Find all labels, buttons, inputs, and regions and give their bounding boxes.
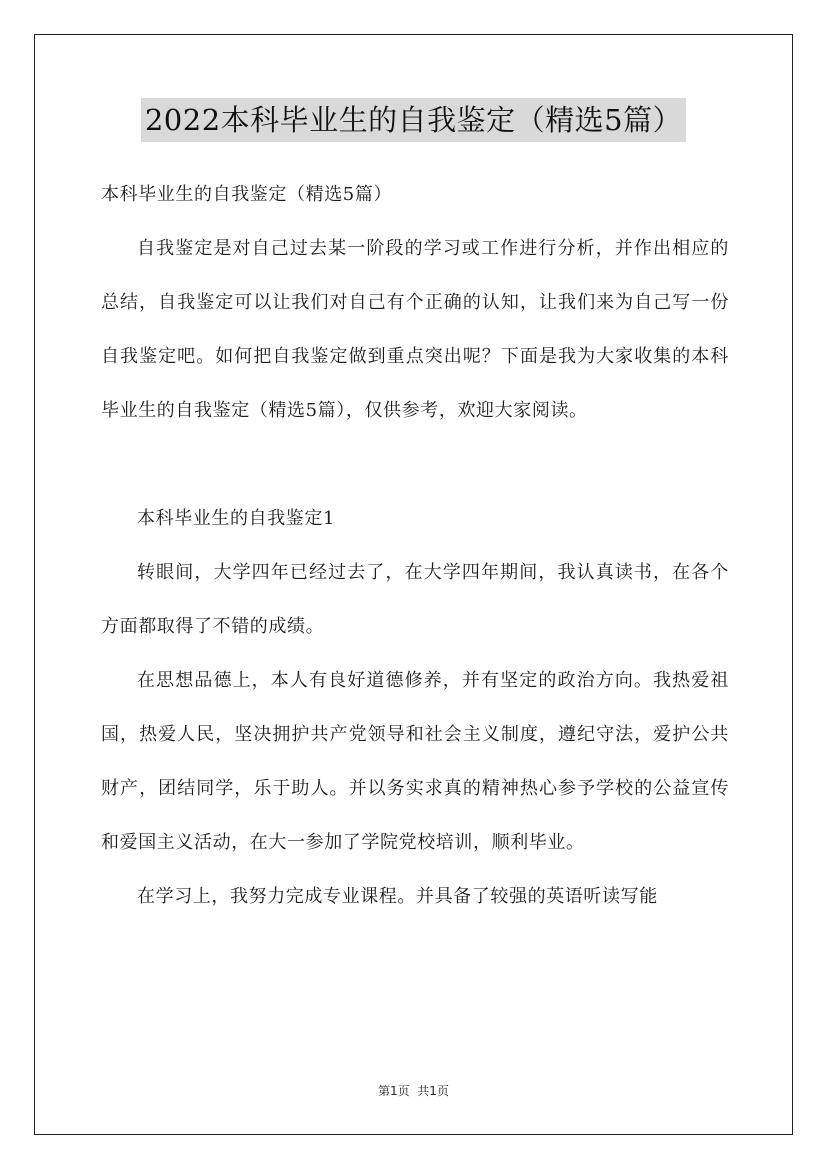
blank-line — [101, 438, 729, 492]
page-footer — [0, 1082, 827, 1099]
page-number: 第1页 共1页 — [378, 1084, 449, 1098]
intro-paragraph: 自我鉴定是对自己过去某一阶段的学习或工作进行分析，并作出相应的总结，自我鉴定可以让我们对自己有个正确的认知，让我们来为自己写一份自我鉴定吧。如何把自我鉴定做到重点突出呢？下面是我为大家收集的本科毕业生的自我鉴定（精选5篇），仅供参考，欢迎大家阅读。 — [101, 238, 729, 421]
document-body — [101, 168, 729, 924]
document-subtitle: 本科毕业生的自我鉴定（精选5篇） — [101, 184, 393, 205]
document-title: 2022本科毕业生的自我鉴定（精选5篇） — [141, 98, 686, 142]
title-container — [0, 98, 827, 142]
body-paragraph: 在学习上，我努力完成专业课程。并具备了较强的英语听读写能 — [137, 886, 658, 907]
body-paragraph: 转眼间，大学四年已经过去了，在大学四年期间，我认真读书，在各个方面都取得了不错的成绩。 — [101, 562, 729, 637]
section-heading: 本科毕业生的自我鉴定1 — [137, 508, 336, 529]
body-paragraph: 在思想品德上，本人有良好道德修养，并有坚定的政治方向。我热爱祖国，热爱人民，坚决拥护共产党领导和社会主义制度，遵纪守法，爱护公共财产，团结同学，乐于助人。并以务实求真的精神热心参予学校的公益宣传和爱国主义活动，在大一参加了学院党校培训，顺利毕业。 — [101, 670, 729, 853]
